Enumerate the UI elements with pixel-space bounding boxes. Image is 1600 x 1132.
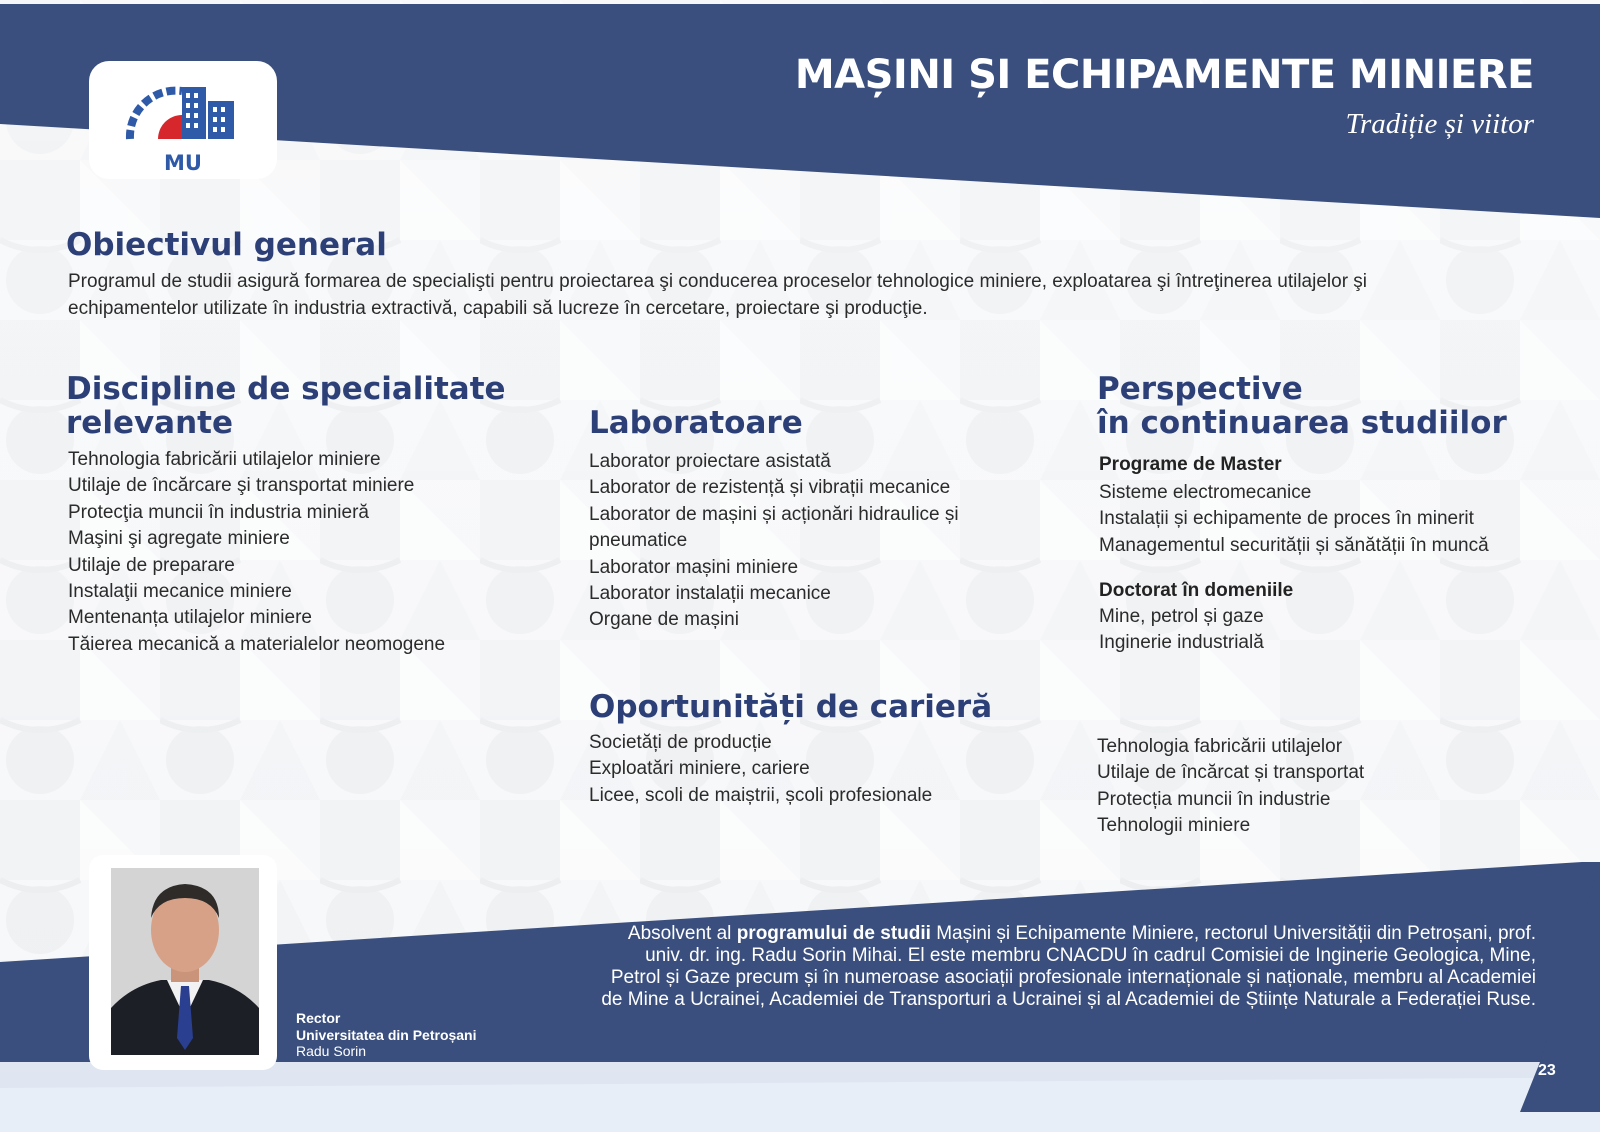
doctorate-list — [1099, 604, 1264, 657]
extra-list — [1097, 734, 1364, 840]
list-item: Laborator de mașini și acționări hidraulice și — [589, 503, 959, 525]
rector-role: Rector — [296, 1010, 341, 1026]
list-item: Inginerie industrială — [1099, 632, 1264, 654]
bio-text: Mașini și Echipamente Miniere, rectorul Universității din Petroșani, prof. univ. dr. ing. Radu Sorin Mihai. El este membru CNACDU în cadrul Comisiei de Inginerie Geologica, Mine, Petrol și Gaze precum și în numeroase asociații profesionale internaționale și naționale, membru al Academiei de Mine a Ucrainei, Academiei de Transporturi a Ucrainei și al Academiei de Științe Naturale a Federației Ruse. — [601, 923, 1536, 1010]
careers-list — [589, 730, 932, 809]
disciplines-heading — [66, 372, 506, 440]
labs-list — [589, 449, 959, 634]
list-item: Protecția muncii în industrie — [1097, 788, 1331, 810]
university-logo-icon — [122, 79, 244, 149]
list-item: Tăierea mecanică a materialelor neomogene — [68, 633, 446, 655]
list-item: Sisteme electromecanice — [1099, 482, 1312, 503]
page-subtitle: Tradiție și viitor — [1345, 108, 1534, 140]
list-item: Utilaje de preparare — [68, 554, 235, 576]
objective-heading: Obiectivul general — [66, 227, 387, 263]
disciplines-heading-line1: Discipline de specialitate — [66, 371, 506, 407]
careers-heading: Oportunități de carieră — [589, 689, 993, 725]
list-item: Tehnologia fabricării utilajelor — [1097, 736, 1343, 757]
disciplines-list — [68, 447, 445, 658]
perspectives-heading-line1: Perspective — [1097, 371, 1303, 407]
list-item: Tehnologia fabricării utilajelor miniere — [68, 449, 381, 470]
page-title: MAȘINI ȘI ECHIPAMENTE MINIERE — [794, 52, 1534, 98]
rector-photo — [111, 868, 259, 1055]
list-item: Organe de mașini — [589, 609, 739, 631]
bio-bold: programului de studii — [736, 923, 931, 944]
list-item: Utilaje de încărcare şi transportat miniere — [68, 475, 415, 497]
labs-heading: Laboratoare — [589, 405, 803, 441]
list-item: Instalaţii mecanice miniere — [68, 581, 292, 603]
list-item: Tehnologii miniere — [1097, 815, 1251, 837]
rector-caption — [296, 1010, 477, 1060]
logo-text: MU — [164, 151, 202, 175]
list-item: Mentenanța utilajelor miniere — [68, 607, 312, 629]
list-item: Managementul securității și sănătății în muncă — [1099, 534, 1489, 556]
list-item: pneumatice — [589, 530, 688, 552]
disciplines-heading-line2: relevante — [66, 405, 234, 441]
list-item: Maşini şi agregate miniere — [68, 528, 290, 550]
list-item: Laborator instalații mecanice — [589, 583, 831, 605]
list-item: Utilaje de încărcat și transportat — [1097, 762, 1365, 784]
list-item: Instalații și echipamente de proces în minerit — [1099, 508, 1474, 530]
list-item: Laborator proiectare asistată — [589, 451, 831, 472]
objective-text: Programul de studii asigură formarea de specialişti pentru proiectarea şi conducerea proceselor tehnologice miniere, exploatarea şi întreţinerea utilajelor şi echipamentelor utilizate în industria extractivă, capabili să lucreze în cercetare, proiectare şi producţie. — [68, 271, 1368, 319]
logo-card — [89, 61, 277, 179]
list-item: Exploatări miniere, cariere — [589, 758, 810, 780]
list-item: Protecţia muncii în industria minieră — [68, 501, 369, 523]
rector-photo-card — [89, 855, 277, 1070]
perspectives-heading-line2: în continuarea studiilor — [1097, 405, 1507, 441]
list-item: Licee, scoli de maiștrii, școli profesionale — [589, 784, 933, 806]
list-item: Laborator de rezistență și vibrații mecanice — [589, 477, 951, 499]
perspectives-heading — [1097, 372, 1507, 440]
master-list — [1099, 480, 1489, 559]
list-item: Mine, petrol și gaze — [1099, 606, 1264, 627]
rector-institution: Universitatea din Petroșani — [296, 1026, 477, 1043]
page-number: 23 — [1538, 1062, 1556, 1079]
list-item: Laborator mașini miniere — [589, 556, 799, 578]
doctorate-heading: Doctorat în domeniile — [1099, 580, 1294, 601]
rector-portrait-icon — [111, 868, 259, 1055]
rector-bio — [600, 923, 1536, 1011]
rector-name: Radu Sorin — [296, 1043, 367, 1059]
master-heading: Programe de Master — [1099, 454, 1282, 475]
bio-prefix: Absolvent al — [627, 923, 737, 944]
list-item: Societăți de producție — [589, 732, 772, 753]
